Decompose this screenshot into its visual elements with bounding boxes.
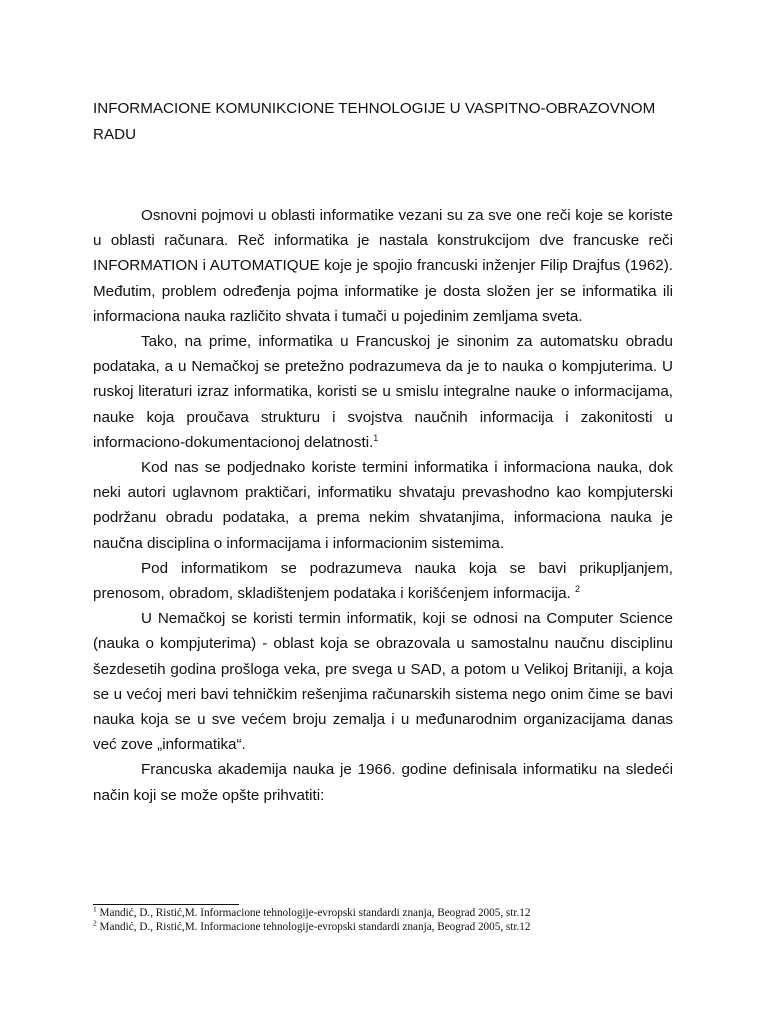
footnote-separator <box>93 904 239 905</box>
paragraph <box>93 329 673 455</box>
footnote <box>93 917 693 935</box>
paragraph <box>93 455 673 556</box>
footnote-reference[interactable]: 2 <box>575 583 581 594</box>
paragraph-text: Francuska akademija nauka je 1966. godine definisala informatiku na sledeći način koji se može opšte prihvatiti: <box>93 761 673 804</box>
footnotes <box>93 904 693 934</box>
footnote <box>93 904 693 921</box>
paragraph-text: Osnovni pojmovi u oblasti informatike vezani su za sve one reči koje se koriste u oblasti računara. Reč informatika je nastala konstrukcijom dve francuske reči INFORMATION i AUTOMATIQUE koje je spojio francuski inženjer Filip Drajfus (1962). Međutim, problem određenja pojma informatike je dosta složen jer se informatika ili informaciona nauka različito shvata i tumači u pojedinim zemljama sveta. <box>93 207 673 325</box>
footnote-number: 2 <box>93 917 97 927</box>
footnote-text: Mandić, D., Ristić,M. Informacione tehnologije-evropski standardi znanja, Beograd 2005, str.12 <box>96 920 531 933</box>
paragraph <box>93 757 673 807</box>
paragraph-text: U Nemačkoj se koristi termin informatik, koji se odnosi na Computer Science (nauka o kompjuterima) - oblast koja se obrazovala u samostalnu naučnu disciplinu šezdesetih godina prošloga veka, pre svega u SAD, a potom u Velikoj Britaniji, a koja se u većoj meri bavi tehničkim rešenjima računarskih sistema nego onim čime se bavi nauka koja se u sve većem broju zemalja i u međunarodnim organizacijama danas već zove „informatika“. <box>93 610 673 754</box>
paragraph <box>93 556 673 606</box>
paragraph <box>93 606 673 757</box>
footnote-text: Mandić, D., Ristić,M. Informacione tehnologije-evropski standardi znanja, Beograd 2005, str.12 <box>96 907 531 919</box>
paragraph <box>93 203 673 329</box>
paragraph-text: Kod nas se podjednako koriste termini informatika i informaciona nauka, dok neki autori uglavnom praktičari, informatiku shvataju prevashodno kao kompjuterski podržanu obradu podataka, a prema nekim shvatanjima, informaciona nauka je naučna disciplina o informacijama i informacionim sistemima. <box>93 459 673 552</box>
footnote-number: 1 <box>93 904 97 914</box>
paragraph-text: Pod informatikom se podrazumeva nauka koja se bavi prikupljanjem, prenosom, obradom, skladištenjem podataka i korišćenjem informacija. <box>93 559 673 603</box>
paragraph-text: Tako, na prime, informatika u Francuskoj je sinonim za automatsku obradu podataka, a u Nemačkoj se pretežno podrazumeva da je to nauka o kompjuterima. U ruskoj literaturi izraz informatika, koristi se u smislu integralne nauke o informacijama, nauke koja proučava strukturu i svojstva naučnih informacija i zakonitosti u informaciono-dokumentacionoj delatnosti. <box>93 333 673 451</box>
document-body <box>93 203 673 808</box>
document-title: INFORMACIONE KOMUNIKCIONE TEHNOLOGIJE U VASPITNO-OBRAZOVNOM RADU <box>93 100 656 143</box>
footnote-reference[interactable]: 1 <box>373 432 379 443</box>
